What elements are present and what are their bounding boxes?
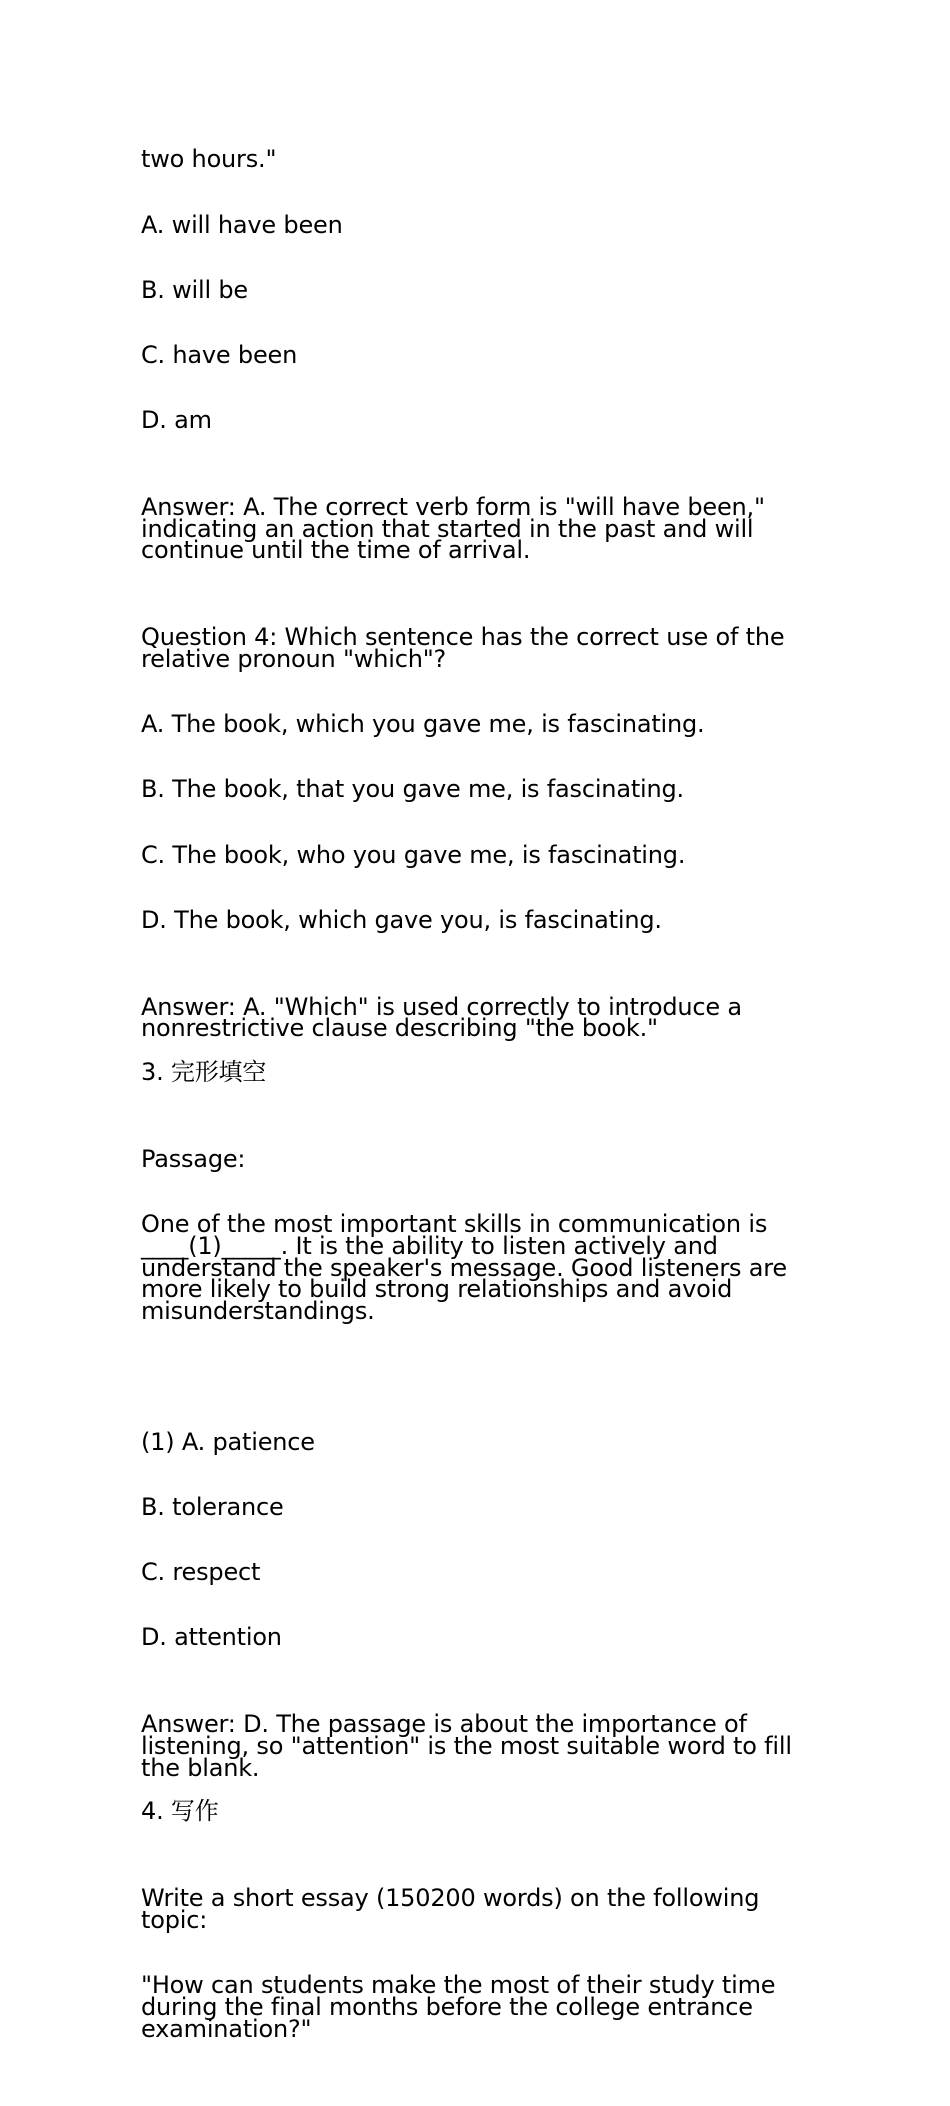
question-4-option-c: C. The book, who you gave me, is fascinating. xyxy=(141,840,686,869)
question-4-stem: Question 4: Which sentence has the correct use of the relative pronoun "which"? xyxy=(141,623,792,674)
section-3-passage xyxy=(141,1106,821,1366)
question-4-option-b: B. The book, that you gave me, is fascinating. xyxy=(141,775,684,804)
question-3-option-a: A. will have been xyxy=(141,210,343,239)
question-4-answer: Answer: A. "Which" is used correctly to introduce a nonrestrictive clause describing "the book." xyxy=(141,992,750,1043)
question-3-option-b: B. will be xyxy=(141,275,248,304)
section-3-options xyxy=(141,1388,821,1692)
question-3-tail xyxy=(141,106,821,475)
question-4 xyxy=(141,584,821,975)
blank-1-option-a: (1) A. patience xyxy=(141,1427,315,1456)
passage-label: Passage: xyxy=(141,1145,246,1174)
blank-1-option-c: C. respect xyxy=(141,1557,261,1586)
question-3-stem-end: two hours." xyxy=(141,145,277,174)
section-3-answer: Answer: D. The passage is about the importance of listening, so "attention" is the most suitable word to fill the blank. xyxy=(141,1710,800,1782)
blank-1-option-d: D. attention xyxy=(141,1623,282,1651)
document-page xyxy=(141,106,821,2106)
writing-topic: "How can students make the most of their study time during the final months before the college entrance examination?" xyxy=(141,1971,783,2043)
question-3-answer: Answer: A. The correct verb form is "will have been," indicating an action that started in the past and will continue until the time of arrival. xyxy=(141,492,773,565)
section-4-heading: 4. 写作 xyxy=(141,1797,219,1826)
section-4-writing-task xyxy=(141,1845,821,2084)
question-3-option-d: D. am xyxy=(141,405,212,434)
writing-prompt: Write a short essay (150200 words) on the following topic: xyxy=(141,1884,767,1935)
section-3-heading: 3. 完形填空 xyxy=(141,1058,267,1087)
blank-1-option-b: B. tolerance xyxy=(141,1492,284,1521)
question-3-option-c: C. have been xyxy=(141,340,298,369)
question-4-option-a: A. The book, which you gave me, is fascinating. xyxy=(141,710,705,739)
passage-text: One of the most important skills in communication is ____(1)_____. It is the ability to listen actively and understand the speaker's message. Good listeners are more likely to build strong relationships and avoid misunderstandings. xyxy=(141,1210,795,1326)
question-4-option-d: D. The book, which gave you, is fascinating. xyxy=(141,905,662,934)
